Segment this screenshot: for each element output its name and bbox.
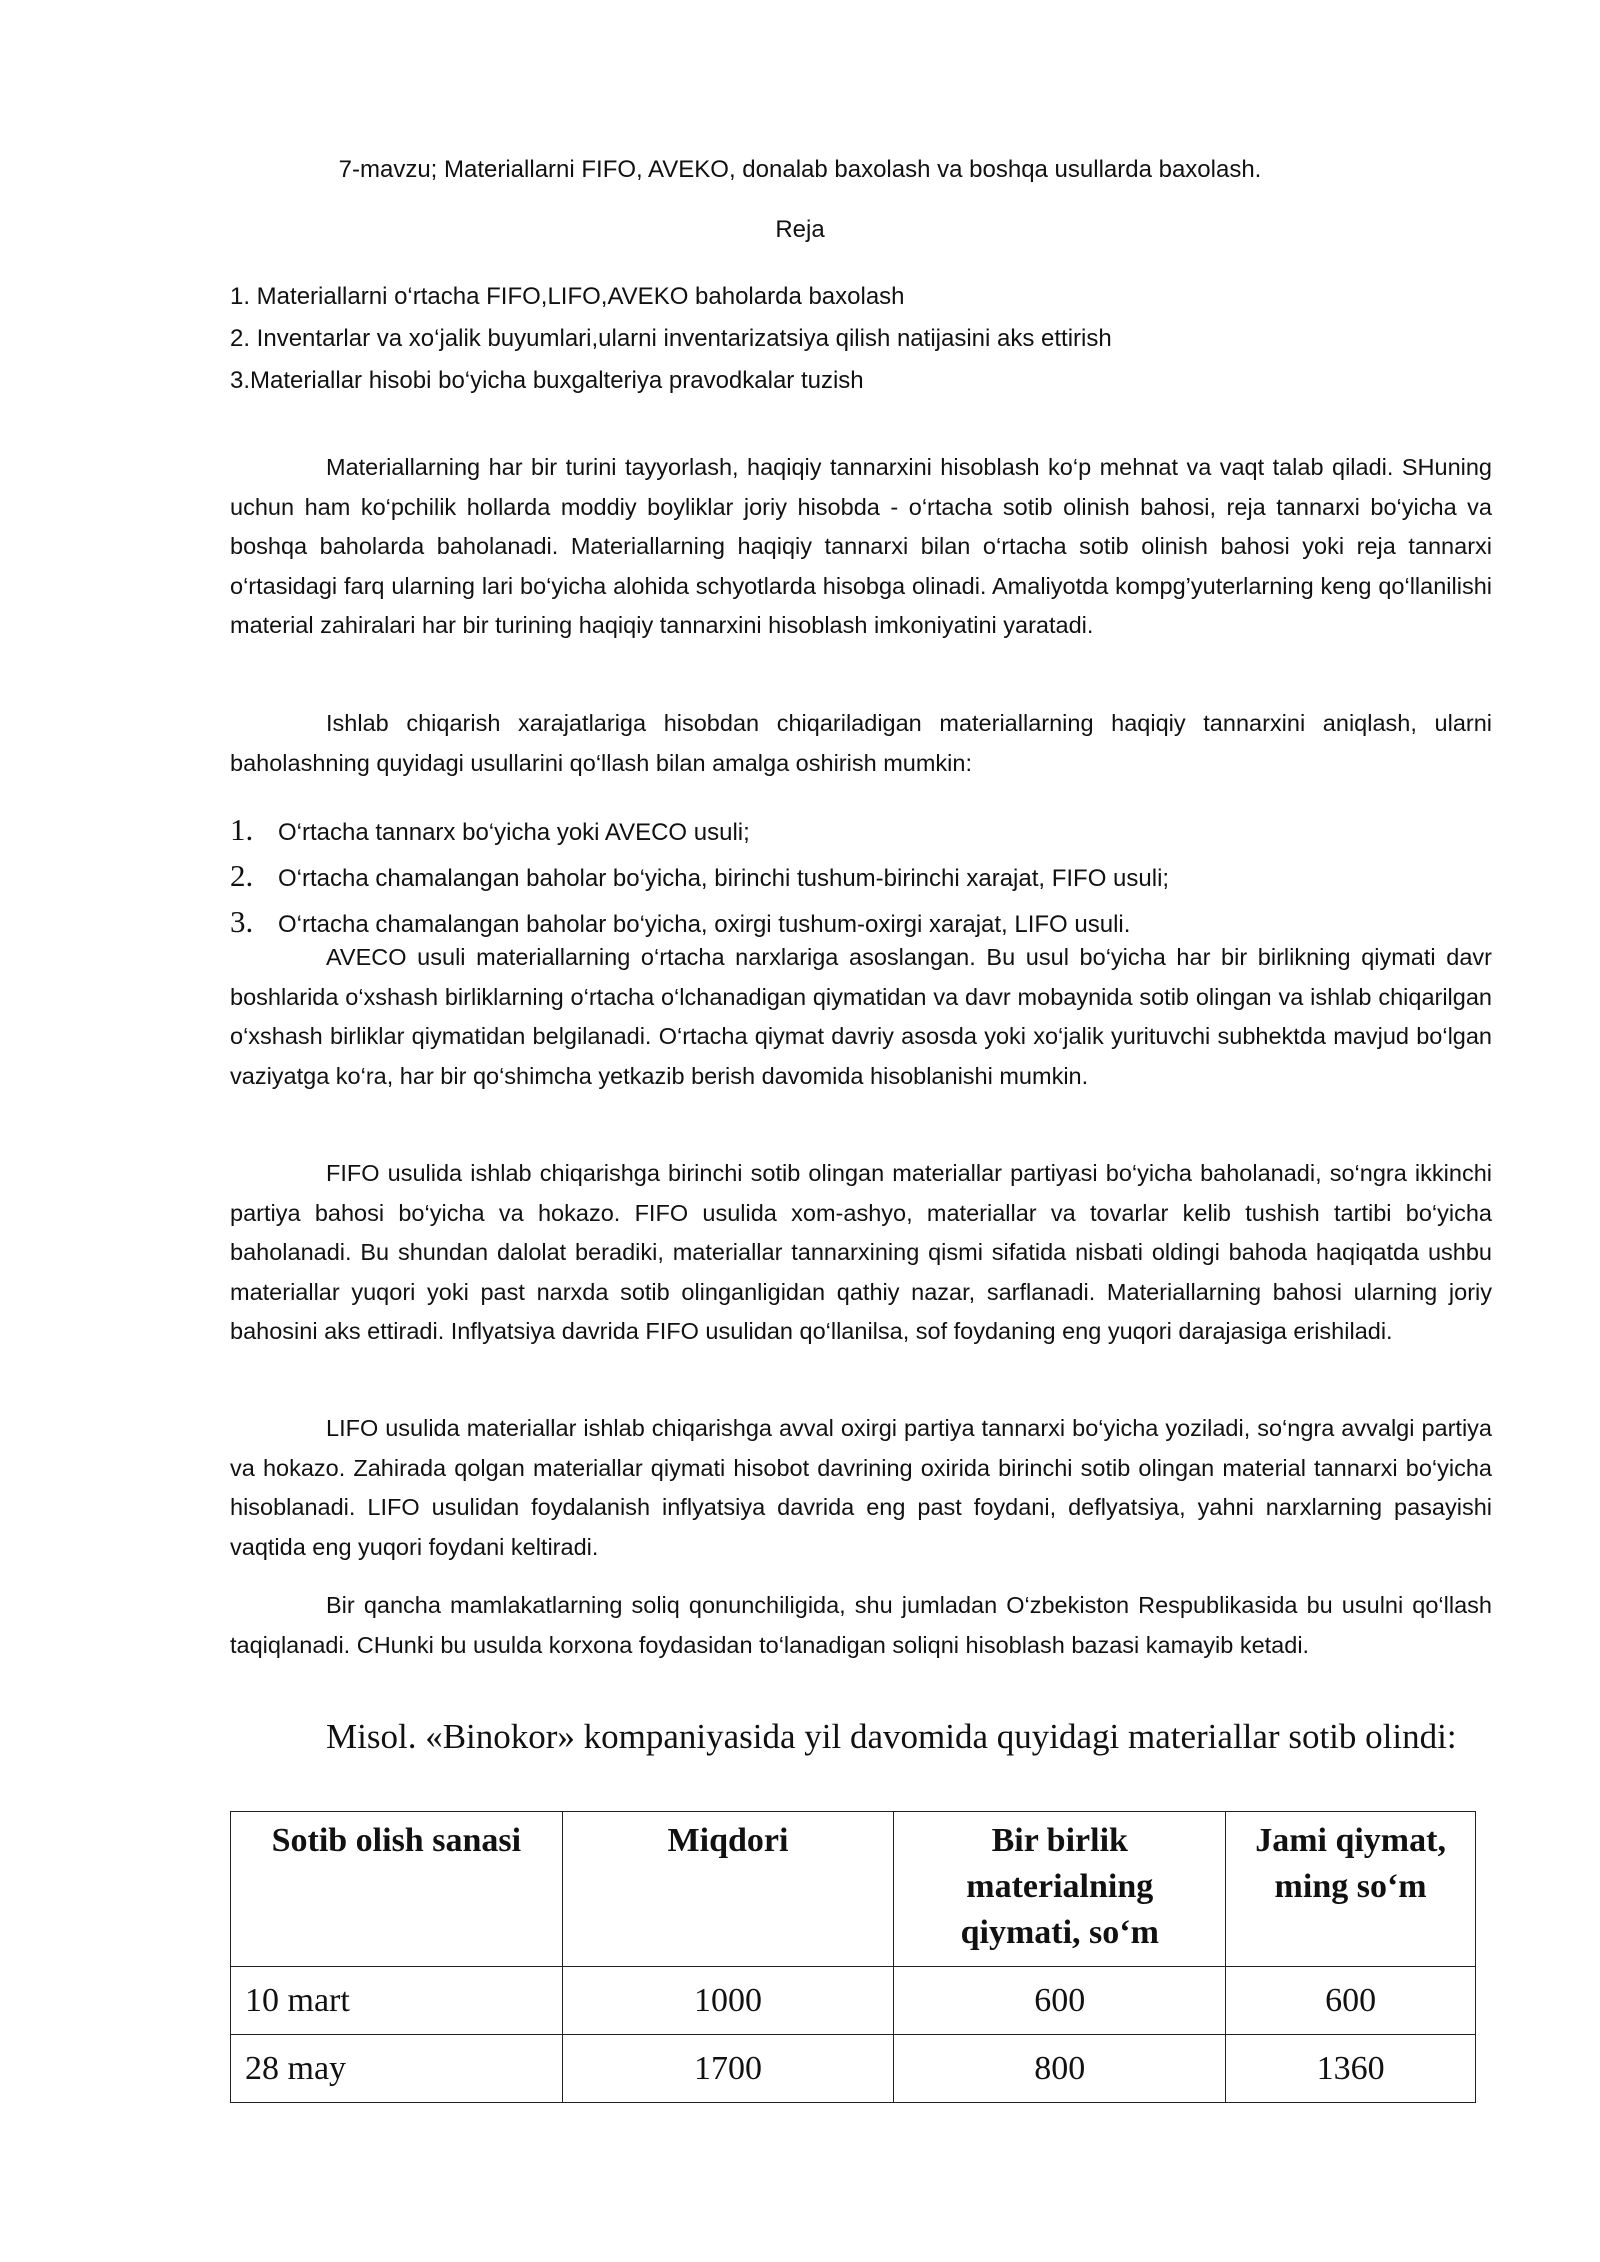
example-text: Misol. «Binokor» kompaniyasida yil davomida quyidagi materiallar sotib olindi: bbox=[326, 1717, 1457, 1756]
plan-item: 2. Inventarlar va xo‘jalik buyumlari,ularni inventarizatsiya qilish natijasini aks ettirish bbox=[230, 325, 1112, 352]
table-cell: 28 may bbox=[231, 2035, 563, 2103]
table-header-cell: Miqdori bbox=[562, 1812, 894, 1967]
table-cell: 600 bbox=[1226, 1967, 1476, 2035]
method-item bbox=[230, 808, 1492, 854]
example-intro bbox=[230, 1716, 1492, 1758]
paragraph bbox=[230, 704, 1492, 783]
methods-list bbox=[230, 808, 1492, 946]
paragraph bbox=[230, 1409, 1492, 1567]
plan-item: 3.Materiallar hisobi bo‘yicha buxgalteriya pravodkalar tuzish bbox=[230, 367, 864, 394]
paragraph-text: LIFO usulida materiallar ishlab chiqarishga avval oxirgi partiya tannarxi bo‘yicha yoziladi, so‘ngra avvalgi partiya va hokazo. Zahirada qolgan materiallar qiymati hisobot davrining oxirida birinchi sotib olingan material tannarxi bo‘yicha hisoblanadi. LIFO usulidan foydalanish inflyatsiya davrida eng past foydani, deflyatsiya, yahni narxlarning pasayishi vaqtida eng yuqori foydani keltiradi. bbox=[230, 1415, 1492, 1560]
plan-heading: Reja bbox=[775, 216, 825, 243]
table-header-cell: Bir birlik materialning qiymati, so‘m bbox=[894, 1812, 1226, 1967]
method-text: O‘rtacha chamalangan baholar bo‘yicha, oxirgi tushum-oxirgi xarajat, LIFO usuli. bbox=[278, 911, 1131, 938]
table-cell: 1360 bbox=[1226, 2035, 1476, 2103]
document-title: 7-mavzu; Materiallarni FIFO, AVEKO, donalab baxolash va boshqa usullarda baxolash. bbox=[338, 156, 1262, 183]
table-header-cell: Jami qiymat, ming so‘m bbox=[1226, 1812, 1476, 1967]
method-number: 3. bbox=[230, 904, 254, 939]
plan-list bbox=[230, 276, 1490, 402]
plan-item: 1. Materiallarni o‘rtacha FIFO,LIFO,AVEKO baholarda baxolash bbox=[230, 283, 905, 310]
method-text: O‘rtacha tannarx bo‘yicha yoki AVECO usuli; bbox=[278, 819, 750, 846]
table-header-row bbox=[231, 1812, 1476, 1967]
paragraph-text: FIFO usulida ishlab chiqarishga birinchi sotib olingan materiallar partiyasi bo‘yicha baholanadi, so‘ngra ikkinchi partiya bahosi bo‘yicha va hokazo. FIFO usulida xom-ashyo, materiallar va tovarlar kelib tushish tartibi bo‘yicha baholanadi. Bu shundan dalolat beradiki, materiallar tannarxining qismi sifatida nisbati oldingi bahoda haqiqatda ushbu materiallar yuqori yoki past narxda sotib olinganligidan qathiy nazar, sarflanadi. Materiallarning bahosi ularning joriy bahosini aks ettiradi. Inflyatsiya davrida FIFO usulidan qo‘llanilsa, sof foydaning eng yuqori darajasiga erishiladi. bbox=[230, 1160, 1492, 1344]
paragraph-text: Materiallarning har bir turini tayyorlash, haqiqiy tannarxini hisoblash ko‘p mehnat va vaqt talab qiladi. SHuning uchun ham ko‘pchilik hollarda moddiy boyliklar joriy hisobda - o‘rtacha sotib olinish bahosi, reja tannarxi bo‘yicha va boshqa baholarda baholanadi. Materiallarning haqiqiy tannarxi bilan o‘rtacha sotib olinish bahosi yoki reja tannarxi o‘rtasidagi farq ularning lari bo‘yicha alohida schyotlarda hisobga olinadi. Amaliyotda kompg’yuterlarning keng qo‘llanilishi material zahiralari har bir turining haqiqiy tannarxini hisoblash imkoniyatini yaratadi. bbox=[230, 454, 1492, 638]
table-header-cell: Sotib olish sanasi bbox=[231, 1812, 563, 1967]
table-cell: 800 bbox=[894, 2035, 1226, 2103]
method-number: 2. bbox=[230, 858, 254, 893]
table-cell: 600 bbox=[894, 1967, 1226, 2035]
method-text: O‘rtacha chamalangan baholar bo‘yicha, birinchi tushum-birinchi xarajat, FIFO usuli; bbox=[278, 865, 1170, 892]
table-row bbox=[231, 1967, 1476, 2035]
table-row bbox=[231, 2035, 1476, 2103]
paragraph bbox=[230, 448, 1492, 646]
paragraph bbox=[230, 1154, 1492, 1352]
paragraph-text: AVECO usuli materiallarning o‘rtacha narxlariga asoslangan. Bu usul bo‘yicha har bir birlikning qiymati davr boshlarida o‘xshash birliklarning o‘rtacha o‘lchanadigan qiymatidan va davr mobaynida sotib olingan va ishlab chiqarilgan o‘xshash birliklar qiymatidan belgilanadi. O‘rtacha qiymat davriy asosda yoki xo‘jalik yurituvchi subhektda mavjud bo‘lgan vaziyatga ko‘ra, har bir qo‘shimcha yetkazib berish davomida hisoblanishi mumkin. bbox=[230, 944, 1492, 1089]
paragraph bbox=[230, 938, 1492, 1096]
table-cell: 1700 bbox=[562, 2035, 894, 2103]
method-number: 1. bbox=[230, 812, 254, 847]
paragraph-text: Ishlab chiqarish xarajatlariga hisobdan chiqariladigan materiallarning haqiqiy tannarxini aniqlash, ularni baholashning quyidagi usullarini qo‘llash bilan amalga oshirish mumkin: bbox=[230, 710, 1492, 776]
method-item bbox=[230, 854, 1492, 900]
purchases-table bbox=[230, 1811, 1476, 2103]
paragraph-text: Bir qancha mamlakatlarning soliq qonunchiligida, shu jumladan O‘zbekiston Respublikasida bu usulni qo‘llash taqiqlanadi. CHunki bu usulda korxona foydasidan to‘lanadigan soliqni hisoblash bazasi kamayib ketadi. bbox=[230, 1592, 1492, 1658]
paragraph bbox=[230, 1586, 1492, 1665]
table-cell: 10 mart bbox=[231, 1967, 563, 2035]
table-cell: 1000 bbox=[562, 1967, 894, 2035]
